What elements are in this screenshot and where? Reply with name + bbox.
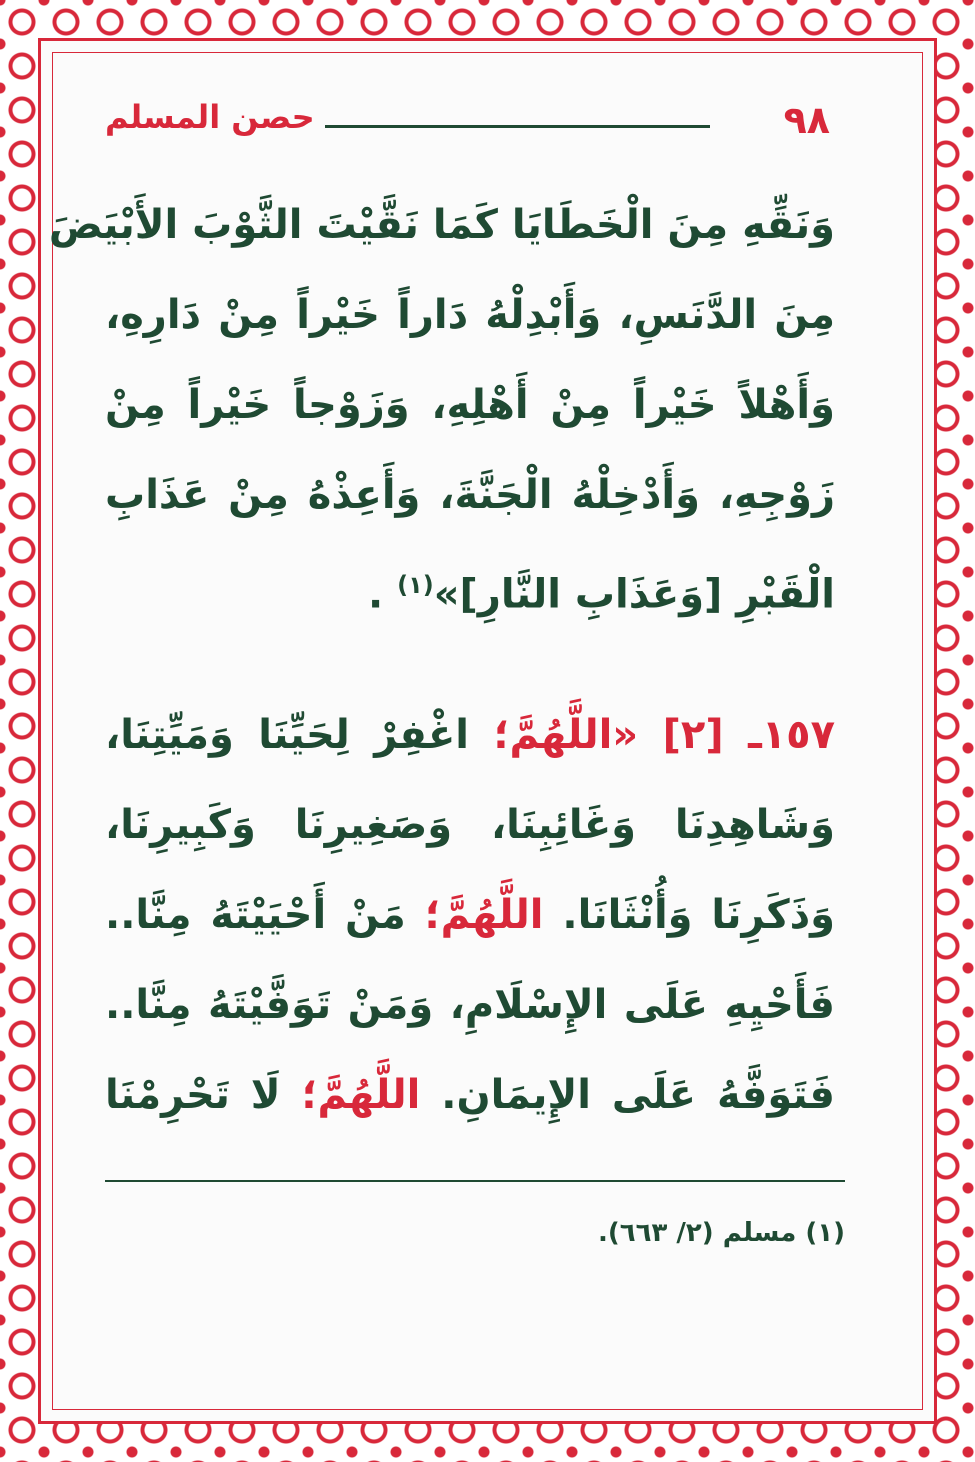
footnote: (١) مسلم (٢/ ٦٦٣).	[597, 1218, 845, 1248]
footnote-marker: (١)	[397, 571, 434, 599]
text-line	[105, 695, 835, 775]
page-number: ٩٨	[783, 98, 830, 142]
line-text: وَذَكَرِنَا وَأُنْثَانَا.	[543, 892, 835, 938]
line-text: الْقَبْرِ [وَعَذَابِ النَّارِ]»	[433, 571, 835, 618]
line-text: فَتَوَفَّهُ عَلَى الإِيمَانِ.	[420, 1072, 835, 1118]
text-line: وَنَقِّهِ مِنَ الْخَطَايَا كَمَا نَقَّيْتَ الثَّوْبَ الأَبْيَضَ	[48, 202, 835, 248]
line-end: .	[367, 571, 398, 618]
allahumma-highlight: اللَّهُمَّ؛	[493, 712, 613, 758]
hadith-number: ١٥٧ـ [٢] «	[612, 712, 835, 758]
footnote-rule	[105, 1180, 845, 1182]
text-line: وَشَاهِدِنَا وَغَائِبِنَا، وَصَغِيرِنَا وَكَبِيرِنَا،	[105, 802, 835, 848]
text-line: وَأَهْلاً خَيْراً مِنْ أَهْلِهِ، وَزَوْجاً خَيْراً مِنْ	[105, 382, 835, 428]
header-rule	[325, 125, 710, 128]
text-line	[105, 875, 835, 955]
allahumma-highlight: اللَّهُمَّ؛	[424, 892, 544, 938]
text-line: زَوْجِهِ، وَأَدْخِلْهُ الْجَنَّةَ، وَأَعِذْهُ مِنْ عَذَابِ	[105, 472, 835, 518]
text-line: مِنَ الدَّنَسِ، وَأَبْدِلْهُ دَاراً خَيْراً مِنْ دَارِهِ،	[105, 292, 835, 338]
text-line	[105, 545, 835, 625]
line-text: مَنْ أَحْيَيْتَهُ مِنَّا..	[105, 892, 425, 938]
text-line	[105, 1055, 835, 1135]
book-title: حصن المسلم	[105, 98, 315, 136]
text-line: فَأَحْيِهِ عَلَى الإِسْلَامِ، وَمَنْ تَوَفَّيْتَهُ مِنَّا..	[105, 982, 835, 1028]
line-text: لَا تَحْرِمْنَا	[105, 1072, 302, 1118]
line-text: اغْفِرْ لِحَيِّنَا وَمَيِّتِنَا،	[105, 712, 494, 758]
page-header	[105, 98, 830, 158]
allahumma-highlight: اللَّهُمَّ؛	[301, 1072, 421, 1118]
